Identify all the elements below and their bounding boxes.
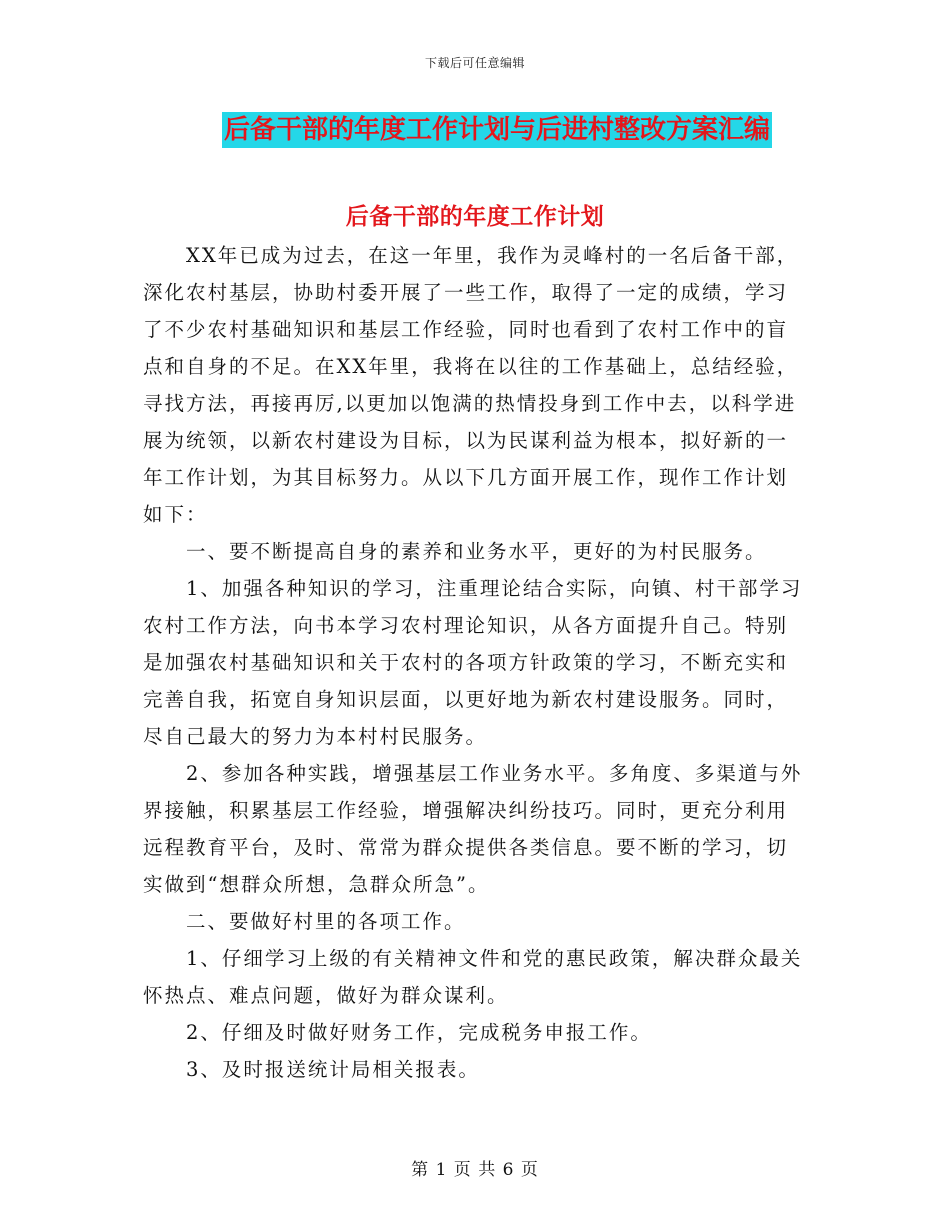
- body-line: 农村工作方法，向书本学习农村理论知识，从各方面提升自己。特别: [143, 614, 789, 637]
- body-line: 界接触，积累基层工作经验，增强解决纠纷技巧。同时，更充分利用: [143, 799, 789, 822]
- page-header: 下载后可任意编辑: [424, 56, 525, 70]
- body-line: 如下：: [143, 503, 208, 526]
- body-line: 实做到“想群众所想，急群众所急”。: [143, 873, 490, 896]
- body-line: 1、加强各种知识的学习，注重理论结合实际，向镇、村干部学习: [143, 577, 803, 600]
- body-line: 寻找方法，再接再厉,以更加以饱满的热情投身到工作中去，以科学进: [143, 392, 797, 415]
- body-line: 二、要做好村里的各项工作。: [143, 910, 466, 933]
- body-line: 了不少农村基础知识和基层工作经验，同时也看到了农村工作中的盲: [143, 318, 789, 341]
- body-line: 是加强农村基础知识和关于农村的各项方针政策的学习，不断充实和: [143, 651, 789, 674]
- body-line: 完善自我，拓宽自身知识层面，以更好地为新农村建设服务。同时，: [143, 688, 789, 711]
- page-number: 第 1 页 共 6 页: [411, 1160, 539, 1180]
- document-main-title: 后备干部的年度工作计划与后进村整改方案汇编: [222, 112, 772, 148]
- body-line: 深化农村基层，协助村委开展了一些工作，取得了一定的成绩，学习: [143, 281, 789, 304]
- body-line: 1、仔细学习上级的有关精神文件和党的惠民政策，解决群众最关: [143, 947, 803, 970]
- body-line: 展为统领，以新农村建设为目标，以为民谋利益为根本，拟好新的一: [143, 429, 789, 452]
- body-line: XX年已成为过去，在这一年里，我作为灵峰村的一名后备干部，: [143, 244, 799, 267]
- body-line: 一、要不断提高自身的素养和业务水平，更好的为村民服务。: [143, 540, 767, 563]
- body-line: 3、及时报送统计局相关报表。: [143, 1058, 480, 1081]
- body-line: 2、参加各种实践，增强基层工作业务水平。多角度、多渠道与外: [143, 762, 803, 785]
- body-line: 尽自己最大的努力为本村村民服务。: [143, 725, 488, 748]
- body-line: 怀热点、难点问题，做好为群众谋利。: [143, 984, 509, 1007]
- body-line: 点和自身的不足。在XX年里，我将在以往的工作基础上，总结经验，: [143, 355, 799, 378]
- section-title: 后备干部的年度工作计划: [345, 203, 605, 230]
- body-line: 年工作计划，为其目标努力。从以下几方面开展工作，现作工作计划: [143, 466, 789, 489]
- body-line: 2、仔细及时做好财务工作，完成税务申报工作。: [143, 1021, 652, 1044]
- body-line: 远程教育平台，及时、常常为群众提供各类信息。要不断的学习，切: [143, 836, 789, 859]
